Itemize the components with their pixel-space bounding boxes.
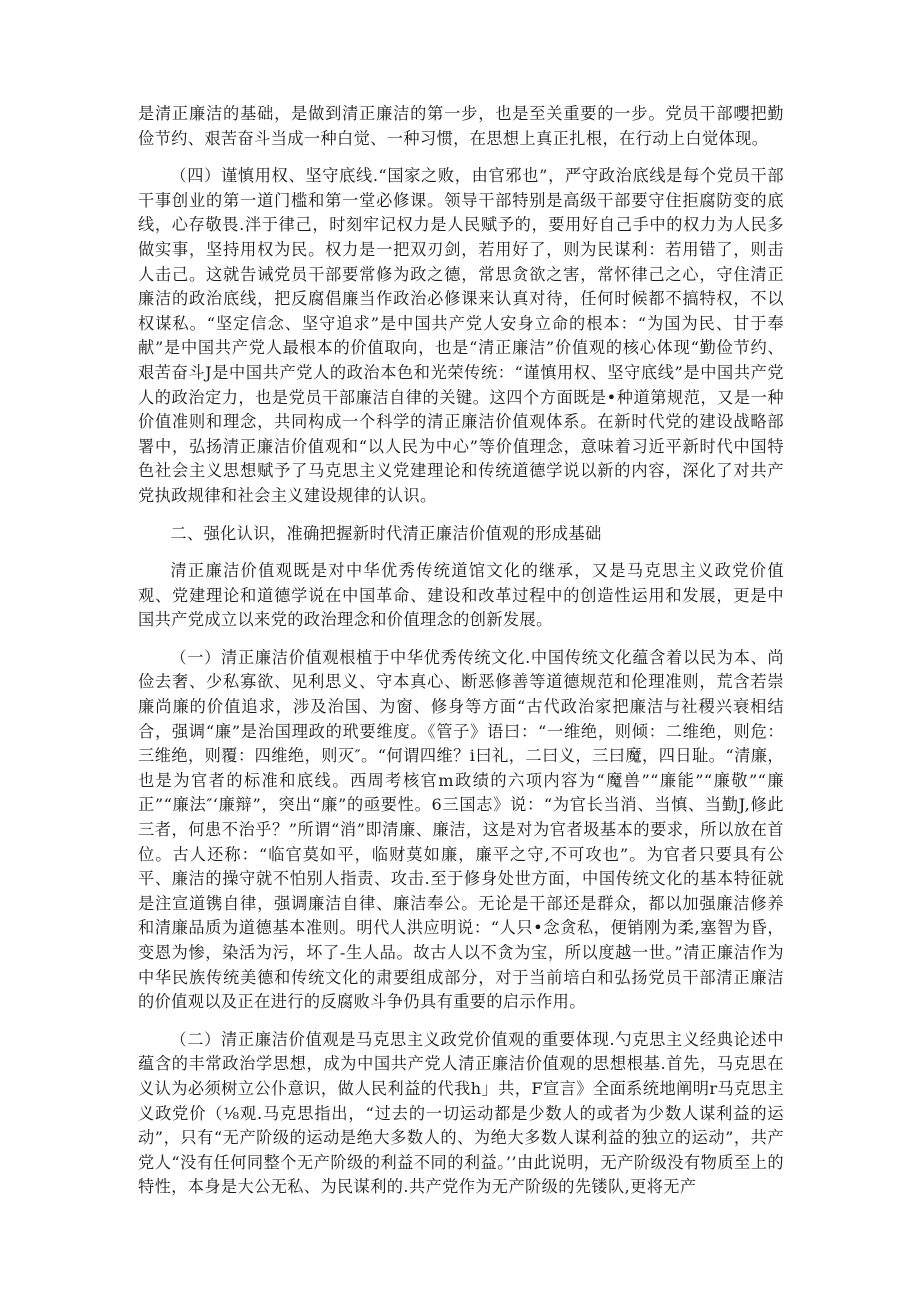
paragraph-subsection-one: （一）清正廉洁价值观根植于中华优秀传统文化.中国传统文化蕴含着以民为本、尚俭去奢、少私寡欲、见利思义、守本真心、断恶修善等道德规范和伦理准则，荒含若崇廉尚廉的价值追求，涉及治国、为窗、修身等方面“古代政治家把廉洁与社稷兴衰相结合，强调“廉”是治国理政的玳要维度。《管子》语曰：“一维绝，则倾：二维绝，则危：三维绝，则覆：四维绝，则灭″。“何谓四维？i曰礼，二曰义，三曰魔，四日耻。“清廉，也是为官者的标准和底线。西周考核官m政绩的六项内容为“魔兽”“廉能”“廉敬”“廉正”“廉法″‘廉辩”，突出“廉”的亟要性。6三国志》说：“为官长当消、当慎、当勤J,修此三者，何患不治乎？”所谓“消”即清廉、廉洁，这是对为官者圾基本的要求，所以放在首位。古人还称：“临官莫如平，临财莫如廉，廉平之守,不可攻也”。为官者只要具有公平、廉洁的操守就不怕别人指责、攻击.至于修身处世方面，中国传统文化的基本特征就是注宣道镌自律，强调廉洁自律、廉洁奉公。无论是干部还是群众，都以加强廉洁修养和清廉品质为道德基本准则。明代人洪应明说：“人只•念贪私，便销刚为柔,塞智为昏，变恩为惨，染活为污，坏了-生人品。故古人以不贪为宝，所以度越一世。”清正廉洁作为中华民族传统美德和传统文化的肃要组成部分，对于当前培白和弘扬党员干部清正廉洁的价值观以及正在进行的反腐败斗争仍具有重要的启示作用。 <box>138 647 784 1012</box>
paragraph-intro: 清正廉洁价值观既是对中华优秀传统道馆文化的继承，又是马克思主义政党价值观、党建理论和道德学说在中国革命、建设和改革过程中的创造性运用和发展，更是中国共产党成立以来党的政治理念和价值理念的创新发展。 <box>138 561 784 630</box>
document-page <box>138 102 784 1213</box>
section-heading-two: 二、强化认识，准确把握新时代清正廉洁价值观的形成基础 <box>170 523 602 543</box>
paragraph-subsection-two: （二）清正廉洁价值观是马克思主义政党价值观的重要体现.勺克思主义经典论述中蕴含的丰常政治学思想，成为中国共产党人清正廉洁价值观的思想根基.首先，马克思在义认为必须树立公仆意识，做人民利益的代我h」共，F宣言》全面系统地阐明r马克思主义政党价（⅛观.马克思指出，“过去的一切运动都是少数人的或者为少数人谋利益的运动”，只有“无产阶级的运动是绝大多数人的、为绝大多数人谋利益的独立的运动”，共产党人“没有任何同整个无产阶级的利益不同的利益。’’由此说明，无产阶级没有物质至上的特性，本身是大公无私、为民谋利的.共产党作为无产阶级的先镂队,更将无产 <box>138 1029 784 1197</box>
paragraph-continuation: 是清正廉洁的基础，是做到清正廉洁的第一步，也是至关重要的一步。党员干部嚶把勤俭节约、艰苦奋斗当成一种白觉、一种习惯，在思想上真正扎根，在行动上白觉体现。 <box>138 104 784 148</box>
paragraph-section-four: （四）谨慎用权、坚守底线.“国家之败，由官邪也”，严守政治底线是每个党员干部干事创业的第一道门槛和第一堂必修课。领导干部特别是高级干部要守住拒腐防变的底线，心存敬畏.泮于律己，时刻牢记权力是人民赋予的，要用好自己手中的权力为人民多做实事，坚持用权为民。权力是一把双刃剑，若用好了，则为民谋利：若用错了，则击人击己。这就告诫党员干部要常修为政之德，常思贪欲之害，常怀律己之心，守住清正廉洁的政治底线，把反腐倡廉当作政治必修课来认真对待，任何时候都不搞特权，不以权谋私。“坚定信念、坚守追求”是中国共产党人安身立命的根本：“为国为民、甘于奉献”是中国共产党人最根本的价值取向，也是“清正廉洁”价值观的核心体现“勤俭节约、艰苦奋斗J是中国共产党人的政治本色和光荣传统：“谨慎用权、坚守底线”是中国共产党人的政治定力，也是党员干部廉洁自律的关键。这四个方面既是•种道第规范，又是一种价值准则和理念，共同构成一个科学的清正廉洁价值观体系。在新时代党的建设战略部署中，弘扬清正廉洁价值观和“以人民为中心”等价值理念，意味着习近平新时代中国特色社会主义思想赋予了马克思主义党建理论和传统道德学说以新的内容，深化了对共产党执政规律和社会主义建设规律的认识。 <box>138 166 784 505</box>
